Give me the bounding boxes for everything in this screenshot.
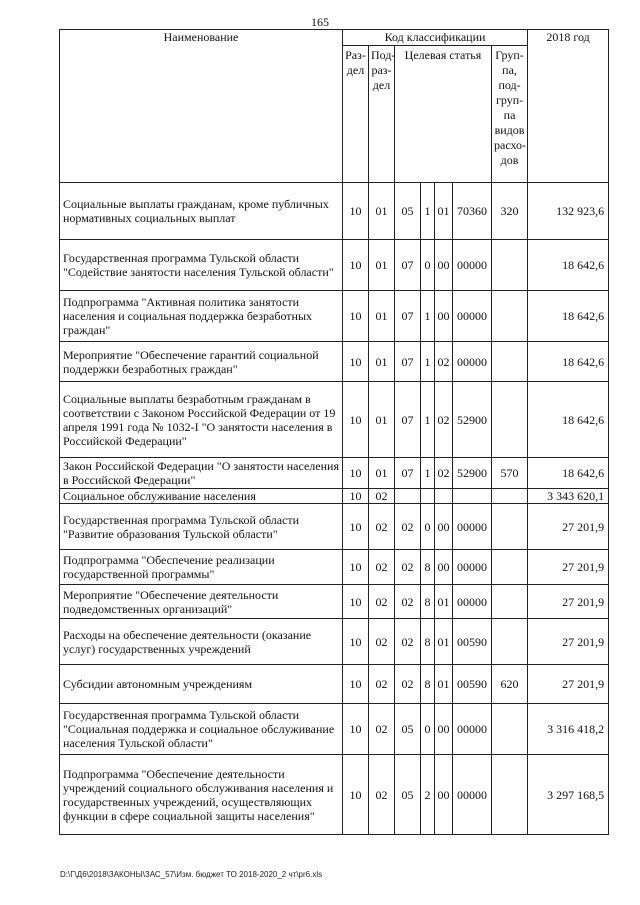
cell-cs1: 07 <box>395 458 421 489</box>
cell-vr <box>492 704 528 755</box>
cell-vr: 320 <box>492 183 528 240</box>
cell-sum: 27 201,9 <box>528 550 609 585</box>
cell-pr: 01 <box>369 183 395 240</box>
cell-sum: 132 923,6 <box>528 183 609 240</box>
cell-rz: 10 <box>343 458 369 489</box>
cell-rz: 10 <box>343 619 369 665</box>
cell-name: Закон Российской Федерации "О занятости населения в Российской Федерации" <box>60 458 343 489</box>
cell-cs1: 02 <box>395 550 421 585</box>
cell-cs4: 00000 <box>453 342 492 382</box>
cell-pr: 01 <box>369 458 395 489</box>
cell-cs1: 02 <box>395 585 421 619</box>
cell-sum: 3 297 168,5 <box>528 755 609 835</box>
cell-cs4: 00000 <box>453 504 492 550</box>
header-group: Груп- па, под- груп- па видов расхо- дов <box>492 46 528 183</box>
cell-vr: 620 <box>492 665 528 704</box>
header-section: Раз- дел <box>343 46 369 183</box>
cell-name: Расходы на обеспечение деятельности (оказание услуг) государственных учреждений <box>60 619 343 665</box>
cell-rz: 10 <box>343 240 369 291</box>
cell-sum: 27 201,9 <box>528 665 609 704</box>
cell-pr: 01 <box>369 240 395 291</box>
cell-sum: 18 642,6 <box>528 382 609 458</box>
table-row <box>60 240 609 291</box>
budget-table <box>59 29 609 835</box>
cell-sum: 18 642,6 <box>528 342 609 382</box>
cell-cs1: 05 <box>395 704 421 755</box>
cell-name: Мероприятие "Обеспечение гарантий социальной поддержки безработных граждан" <box>60 342 343 382</box>
file-path-footer: D:\Г\Д6\2018\ЗАКОНЫ\ЗАС_57\Изм. бюджет ТО 2018-2020_2 чт\pr6.xls <box>60 870 323 879</box>
cell-cs2: 0 <box>421 240 435 291</box>
cell-name: Государственная программа Тульской области "Социальная поддержка и социальное обслуживание населения Тульской области" <box>60 704 343 755</box>
cell-cs3: 01 <box>435 585 453 619</box>
cell-rz: 10 <box>343 585 369 619</box>
cell-sum: 27 201,9 <box>528 619 609 665</box>
cell-cs3: 01 <box>435 665 453 704</box>
cell-vr <box>492 291 528 342</box>
cell-pr: 02 <box>369 665 395 704</box>
page-number: 165 <box>311 15 329 29</box>
table-row <box>60 382 609 458</box>
cell-cs2: 1 <box>421 291 435 342</box>
cell-sum: 18 642,6 <box>528 458 609 489</box>
cell-name: Подпрограмма "Обеспечение реализации государственной программы" <box>60 550 343 585</box>
cell-cs1: 07 <box>395 382 421 458</box>
header-code: Код классификации <box>343 30 528 46</box>
cell-cs2: 8 <box>421 619 435 665</box>
cell-cs1 <box>395 489 421 504</box>
cell-cs2: 1 <box>421 183 435 240</box>
cell-pr: 02 <box>369 585 395 619</box>
cell-pr: 02 <box>369 504 395 550</box>
cell-cs3 <box>435 489 453 504</box>
table-row <box>60 291 609 342</box>
cell-pr: 02 <box>369 755 395 835</box>
cell-vr <box>492 619 528 665</box>
cell-cs4: 00000 <box>453 585 492 619</box>
cell-cs2: 1 <box>421 382 435 458</box>
cell-cs1: 02 <box>395 619 421 665</box>
cell-name: Государственная программа Тульской области "Содействие занятости населения Тульской области" <box>60 240 343 291</box>
cell-cs2: 8 <box>421 665 435 704</box>
cell-vr <box>492 342 528 382</box>
cell-cs3: 00 <box>435 291 453 342</box>
cell-cs4: 00000 <box>453 240 492 291</box>
cell-cs3: 00 <box>435 504 453 550</box>
cell-name: Подпрограмма "Активная политика занятости населения и социальная поддержка безработных граждан" <box>60 291 343 342</box>
cell-vr <box>492 550 528 585</box>
cell-cs4: 00000 <box>453 550 492 585</box>
cell-pr: 01 <box>369 291 395 342</box>
table-row <box>60 619 609 665</box>
cell-sum: 18 642,6 <box>528 291 609 342</box>
cell-pr: 02 <box>369 489 395 504</box>
cell-pr: 02 <box>369 704 395 755</box>
cell-sum: 3 316 418,2 <box>528 704 609 755</box>
table-row <box>60 550 609 585</box>
cell-cs4: 00590 <box>453 665 492 704</box>
cell-vr <box>492 489 528 504</box>
cell-vr <box>492 504 528 550</box>
cell-rz: 10 <box>343 550 369 585</box>
cell-vr <box>492 240 528 291</box>
table-row <box>60 342 609 382</box>
cell-vr <box>492 382 528 458</box>
cell-name: Подпрограмма "Обеспечение деятельности учреждений социального обслуживания населения и государственных учреждений, осуществляющих функции в сфере социальной защиты населения" <box>60 755 343 835</box>
cell-cs3: 00 <box>435 755 453 835</box>
cell-name: Социальные выплаты гражданам, кроме публичных нормативных социальных выплат <box>60 183 343 240</box>
table-row <box>60 504 609 550</box>
cell-sum: 18 642,6 <box>528 240 609 291</box>
cell-rz: 10 <box>343 382 369 458</box>
cell-cs2 <box>421 489 435 504</box>
cell-rz: 10 <box>343 183 369 240</box>
header-name: Наименование <box>60 30 343 183</box>
cell-name: Мероприятие "Обеспечение деятельности подведомственных организаций" <box>60 585 343 619</box>
cell-cs3: 00 <box>435 240 453 291</box>
cell-rz: 10 <box>343 755 369 835</box>
cell-cs2: 0 <box>421 704 435 755</box>
cell-name: Государственная программа Тульской области "Развитие образования Тульской области" <box>60 504 343 550</box>
cell-cs4: 00590 <box>453 619 492 665</box>
cell-name: Социальные выплаты безработным гражданам в соответствии с Законом Российской Федерации от 19 апреля 1991 года № 1032-I "О занятости населения в Российской Федерации" <box>60 382 343 458</box>
cell-cs3: 00 <box>435 550 453 585</box>
cell-cs3: 01 <box>435 619 453 665</box>
cell-rz: 10 <box>343 504 369 550</box>
cell-cs2: 0 <box>421 504 435 550</box>
cell-pr: 01 <box>369 342 395 382</box>
cell-rz: 10 <box>343 489 369 504</box>
cell-cs4 <box>453 489 492 504</box>
table-row <box>60 183 609 240</box>
cell-cs1: 07 <box>395 291 421 342</box>
table-row <box>60 704 609 755</box>
table-row <box>60 755 609 835</box>
cell-cs2: 8 <box>421 585 435 619</box>
table-row <box>60 665 609 704</box>
table-row <box>60 458 609 489</box>
cell-vr <box>492 755 528 835</box>
cell-rz: 10 <box>343 704 369 755</box>
cell-vr: 570 <box>492 458 528 489</box>
cell-pr: 02 <box>369 619 395 665</box>
cell-cs3: 01 <box>435 183 453 240</box>
cell-cs3: 02 <box>435 458 453 489</box>
cell-cs3: 00 <box>435 704 453 755</box>
header-year: 2018 год <box>528 30 609 183</box>
cell-name: Социальное обслуживание населения <box>60 489 343 504</box>
cell-sum: 27 201,9 <box>528 504 609 550</box>
header-subsection: Под- раз- дел <box>369 46 395 183</box>
header-target: Целевая статья <box>395 46 492 183</box>
cell-cs4: 52900 <box>453 382 492 458</box>
cell-cs4: 00000 <box>453 755 492 835</box>
cell-cs3: 02 <box>435 342 453 382</box>
cell-sum: 27 201,9 <box>528 585 609 619</box>
cell-cs1: 02 <box>395 504 421 550</box>
cell-vr <box>492 585 528 619</box>
table-row <box>60 585 609 619</box>
cell-cs2: 1 <box>421 342 435 382</box>
cell-cs3: 02 <box>435 382 453 458</box>
cell-cs4: 70360 <box>453 183 492 240</box>
cell-cs1: 07 <box>395 240 421 291</box>
cell-cs1: 05 <box>395 755 421 835</box>
cell-cs1: 05 <box>395 183 421 240</box>
cell-rz: 10 <box>343 291 369 342</box>
cell-name: Субсидии автономным учреждениям <box>60 665 343 704</box>
table-row <box>60 489 609 504</box>
cell-sum: 3 343 620,1 <box>528 489 609 504</box>
cell-cs1: 07 <box>395 342 421 382</box>
cell-rz: 10 <box>343 665 369 704</box>
cell-rz: 10 <box>343 342 369 382</box>
cell-cs4: 52900 <box>453 458 492 489</box>
cell-cs2: 1 <box>421 458 435 489</box>
cell-cs2: 2 <box>421 755 435 835</box>
cell-pr: 02 <box>369 550 395 585</box>
cell-cs1: 02 <box>395 665 421 704</box>
cell-cs4: 00000 <box>453 704 492 755</box>
cell-cs2: 8 <box>421 550 435 585</box>
cell-cs4: 00000 <box>453 291 492 342</box>
cell-pr: 01 <box>369 382 395 458</box>
